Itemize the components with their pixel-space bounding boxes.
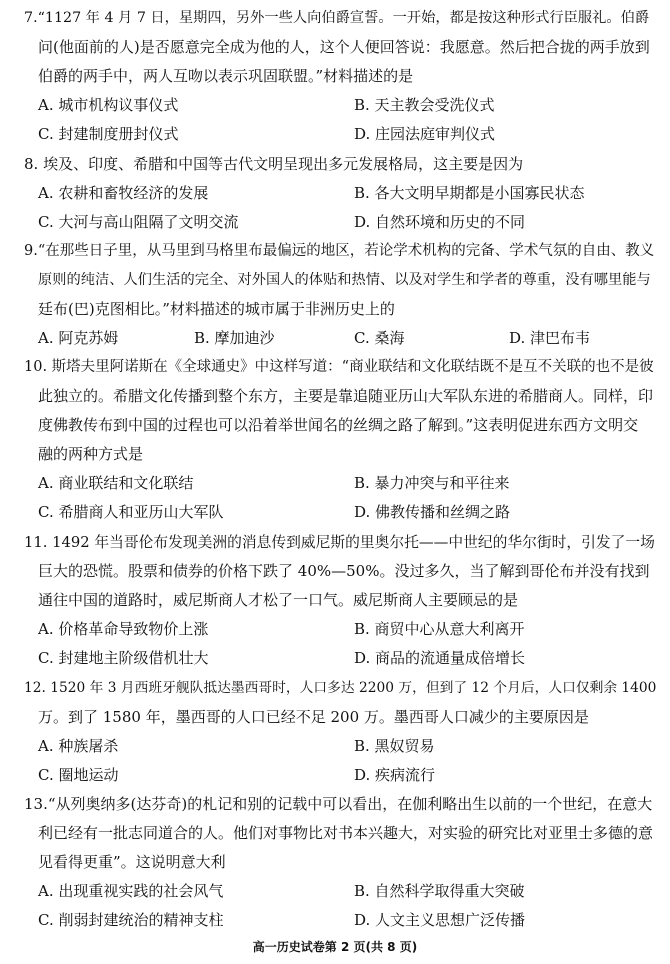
question-11-options-row-2 bbox=[24, 644, 658, 673]
question-11-line-1: 11. 1492 年当哥伦布发现美洲的消息传到威尼斯的里奥尔托——中世纪的华尔街时，引发了一场 bbox=[24, 534, 655, 551]
question-9-line-3: 廷布(巴)克图相比。”材料描述的城市属于非洲历史上的 bbox=[38, 300, 395, 318]
question-13-line-2: 利已经有一批志同道合的人。他们对事物比对书本兴趣大，对实验的研究比对亚里士多德的意 bbox=[38, 824, 654, 842]
question-9-option-a: A. 阿克苏姆 bbox=[38, 329, 119, 347]
question-8 bbox=[24, 150, 658, 237]
question-12-option-c: C. 圈地运动 bbox=[38, 766, 119, 784]
question-11-options-row-1 bbox=[24, 615, 658, 644]
question-12-option-a: A. 种族屠杀 bbox=[38, 737, 119, 755]
question-7-option-d: D. 庄园法庭审判仪式 bbox=[354, 125, 496, 143]
question-10-option-a: A. 商业联结和文化联结 bbox=[38, 474, 194, 492]
question-11-line-2: 巨大的恐慌。股票和债券的价格下跌了 40%—50%。没过多久，当了解到哥伦布并没有找到 bbox=[38, 562, 650, 580]
question-7-line-2: 问(他面前的人)是否愿意完全成为他的人，这个人便回答说：我愿意。然后把合拢的两手放到 bbox=[38, 38, 650, 56]
question-13-options-row-1 bbox=[24, 877, 658, 906]
question-10-option-d: D. 佛教传播和丝绸之路 bbox=[354, 503, 511, 521]
question-13 bbox=[24, 790, 658, 935]
question-7-option-b: B. 天主教会受洗仪式 bbox=[354, 96, 495, 114]
question-12-line-1: 12. 1520 年 3 月西班牙舰队抵达墨西哥时，人口多达 2200 万，但到了 12 个月后，人口仅剩余 1400 bbox=[24, 680, 657, 696]
question-12-options-row-1 bbox=[24, 732, 658, 761]
question-11-option-c: C. 封建地主阶级借机壮大 bbox=[38, 649, 209, 667]
question-10-options-row-2 bbox=[24, 498, 658, 527]
question-13-option-d: D. 人文主义思想广泛传播 bbox=[354, 911, 526, 929]
question-7-options-row-1 bbox=[24, 91, 658, 120]
question-11-option-d: D. 商品的流通量成倍增长 bbox=[354, 649, 526, 667]
question-11-option-a: A. 价格革命导致物价上涨 bbox=[38, 620, 209, 638]
question-8-line-1: 8. 埃及、印度、希腊和中国等古代文明呈现出多元发展格局，这主要是因为 bbox=[24, 155, 524, 173]
question-13-line-3: 见看得更重”。这说明意大利 bbox=[38, 853, 226, 871]
question-9-line-1: 9.“在那些日子里，从马里到马格里布最偏远的地区，若论学术机构的完备、学术气氛的自由、教义 bbox=[24, 243, 655, 259]
question-11-line-3: 通往中国的道路时，威尼斯商人才松了一口气。威尼斯商人主要顾忌的是 bbox=[38, 591, 519, 609]
question-9-option-d: D. 津巴布韦 bbox=[509, 329, 591, 347]
question-12-option-b: B. 黑奴贸易 bbox=[354, 737, 435, 755]
question-10 bbox=[24, 353, 658, 527]
question-10-option-b: B. 暴力冲突与和平往来 bbox=[354, 474, 510, 492]
question-9-options-row bbox=[24, 324, 658, 353]
question-9 bbox=[24, 237, 658, 353]
question-7-option-c: C. 封建制度册封仪式 bbox=[38, 125, 179, 143]
question-9-option-b: B. 摩加迪沙 bbox=[194, 329, 275, 347]
question-8-options-row-2 bbox=[24, 208, 658, 237]
question-12 bbox=[24, 674, 658, 790]
question-10-option-c: C. 希腊商人和亚历山大军队 bbox=[38, 503, 224, 521]
question-10-line-3: 度佛教传布到中国的过程也可以沿着举世闻名的丝绸之路了解到。”这表明促进东西方文明交 bbox=[38, 416, 639, 434]
question-10-options-row-1 bbox=[24, 469, 658, 498]
question-8-option-b: B. 各大文明早期都是小国寡民状态 bbox=[354, 184, 585, 202]
question-8-option-a: A. 农耕和畜牧经济的发展 bbox=[38, 184, 209, 202]
question-8-option-c: C. 大河与高山阻隔了文明交流 bbox=[38, 213, 239, 231]
question-8-option-d: D. 自然环境和历史的不同 bbox=[354, 213, 526, 231]
question-13-options-row-2 bbox=[24, 906, 658, 935]
question-7 bbox=[24, 4, 658, 149]
question-13-option-b: B. 自然科学取得重大突破 bbox=[354, 882, 525, 900]
page-footer: 高一历史试卷第 2 页(共 8 页) bbox=[252, 940, 418, 954]
question-12-options-row-2 bbox=[24, 761, 658, 790]
question-9-option-c: C. 桑海 bbox=[354, 329, 405, 347]
question-13-line-1: 13.“从列奥纳多(达芬奇)的札记和别的记载中可以看出，在伽利略出生以前的一个世纪，在意大 bbox=[24, 795, 653, 813]
question-12-option-d: D. 疾病流行 bbox=[354, 766, 436, 784]
question-13-option-a: A. 出现重视实践的社会风气 bbox=[38, 882, 224, 900]
question-7-line-3: 伯爵的两手中，两人互吻以表示巩固联盟。”材料描述的是 bbox=[38, 67, 414, 85]
question-10-line-4: 融的两种方式是 bbox=[38, 445, 144, 463]
question-10-line-1: 10. 斯塔夫里阿诺斯在《全球通史》中这样写道：“商业联结和文化联结既不是互不关联的也不是彼 bbox=[24, 359, 654, 375]
question-8-options-row-1 bbox=[24, 179, 658, 208]
question-11 bbox=[24, 528, 658, 673]
question-11-option-b: B. 商贸中心从意大利离开 bbox=[354, 620, 525, 638]
question-7-line-1: 7.“1127 年 4 月 7 日，星期四，另外一些人向伯爵宣誓。一开始，都是按这种形式行臣服礼。伯爵 bbox=[24, 10, 650, 26]
question-9-line-2: 原则的纯洁、人们生活的完全、对外国人的体贴和热情、以及对学生和学者的尊重，没有哪里能与 bbox=[38, 272, 651, 288]
question-10-line-2: 此独立的。希腊文化传播到整个东方，主要是靠追随亚历山大军队东进的希腊商人。同样，印 bbox=[38, 387, 654, 405]
question-13-option-c: C. 削弱封建统治的精神支柱 bbox=[38, 911, 224, 929]
question-7-options-row-2 bbox=[24, 120, 658, 149]
question-12-line-2: 万。到了 1580 年，墨西哥的人口已经不足 200 万。墨西哥人口减少的主要原因是 bbox=[38, 708, 589, 726]
question-7-option-a: A. 城市机构议事仪式 bbox=[38, 96, 179, 114]
